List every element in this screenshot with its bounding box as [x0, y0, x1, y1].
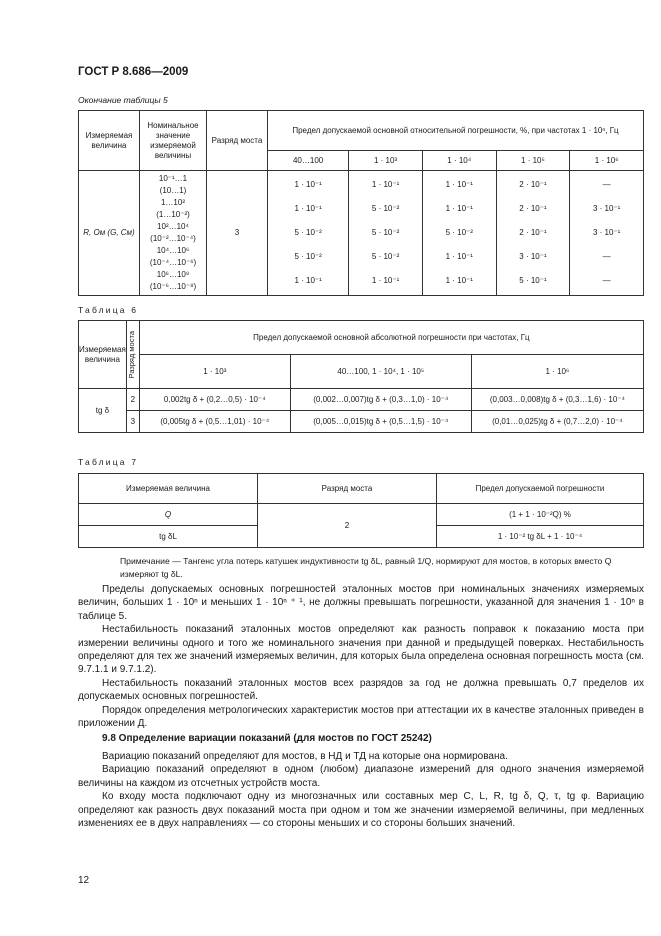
t6-cell: (0,005tg δ + (0,5…1,01) · 10⁻⁴	[139, 411, 290, 433]
value: 5 · 10⁻²	[371, 252, 400, 261]
t5-header-quantity: Измеряемая величина	[79, 111, 140, 171]
t7-error: 1 · 10⁻² tg δL + 1 · 10⁻⁴	[437, 526, 644, 548]
t6-header-error: Предел допускаемой основной абсолютной погрешности при частотах, Гц	[139, 321, 643, 355]
value: 3 · 10⁻¹	[519, 252, 547, 261]
t5-header-nominal: Номинальное значение измеряемой величины	[140, 111, 207, 171]
paragraph: Нестабильность показаний эталонных мостов всех разрядов за год не должна превышать 0,7 пределов их допускаемых основных погрешностей.	[78, 677, 644, 703]
value: 5 · 10⁻¹	[519, 276, 547, 285]
value: 1 · 10⁻¹	[445, 204, 473, 213]
t6-cell: 0,002tg δ + (0,2…0,5) · 10⁻⁴	[139, 389, 290, 411]
t7-error: (1 + 1 · 10⁻²Q) %	[437, 504, 644, 526]
t5-col-1e4	[422, 171, 496, 296]
nominal-line: (10⁻²…10⁻⁴)	[150, 234, 196, 243]
section-heading: 9.8 Определение вариации показаний (для мостов по ГОСТ 25242)	[102, 733, 432, 744]
table-7-caption: Таблица 7	[78, 457, 139, 467]
t5-header-error: Предел допускаемой основной относительной погрешности, %, при частотах 1 · 10ⁿ, Гц	[268, 111, 644, 151]
value: 2 · 10⁻¹	[519, 204, 547, 213]
t7-header-class: Разряд моста	[258, 474, 437, 504]
nominal-line: 10⁶…10⁸	[156, 270, 190, 279]
page-number: 12	[78, 875, 90, 886]
value: 1 · 10⁻¹	[445, 252, 473, 261]
nominal-line: 10⁴…10⁶	[156, 246, 190, 255]
nominal-line: (10⁻⁴…10⁻⁶)	[149, 258, 197, 267]
value: 5 · 10⁻²	[294, 252, 322, 261]
t6-freq: 1 · 10³	[139, 355, 290, 389]
t6-cell: (0,003…0,008)tg δ + (0,3…1,6) · 10⁻⁴	[471, 389, 643, 411]
nominal-line: (1…10⁻²)	[156, 210, 190, 219]
nominal-line: (10⁻⁶…10⁻⁸)	[149, 282, 197, 291]
value: 1 · 10⁻¹	[445, 180, 473, 189]
table-7	[78, 473, 644, 548]
t5-col-1e6	[570, 171, 644, 296]
t6-freq: 40…100, 1 · 10⁴, 1 · 10⁵	[290, 355, 471, 389]
nominal-line: 10²…10⁴	[157, 222, 189, 231]
t6-cell: (0,002…0,007)tg δ + (0,3…1,0) · 10⁻⁴	[290, 389, 471, 411]
t6-quantity: tg δ	[79, 389, 127, 433]
table-6	[78, 320, 644, 433]
t7-header-error: Предел допускаемой погрешности	[437, 474, 644, 504]
table-5	[78, 110, 644, 296]
t7-class: 2	[258, 504, 437, 548]
value: 2 · 10⁻¹	[519, 180, 547, 189]
paragraph: Ко входу моста подключают одну из многозначных или составных мер C, L, R, tg δ, Q, τ, tg φ. Вариацию определяют как разность двух показаний моста при одном и том же значении измеряемой величины, при медленных изменениях ее в двух направлениях — со стороны меньших и со стороны больших значений.	[78, 791, 644, 830]
t5-freq: 1 · 10⁵	[496, 151, 570, 171]
value: 5 · 10⁻²	[445, 228, 473, 237]
value: —	[602, 252, 611, 261]
value: —	[602, 276, 611, 285]
value: 3 · 10⁻¹	[592, 204, 621, 213]
paragraph: Нестабильность показаний эталонных мостов определяют как разность поправок к показанию моста при измерении величины одного и того же номинального значения при данной и предыдущей поверках. Нестабильность определяют для тех же значений измеряемых величин, для которых была определена основная погрешность моста (см. 9.7.1.1 и 9.7.1.2).	[78, 624, 644, 676]
paragraph: Порядок определения метрологических характеристик мостов при аттестации их в качестве эталонных приведен в приложении Д.	[78, 704, 644, 730]
t7-quantity: tg δL	[79, 526, 258, 548]
value: 1 · 10⁻¹	[294, 204, 322, 213]
t7-header-quantity: Измеряемая величина	[79, 474, 258, 504]
t6-class: 2	[126, 389, 139, 411]
t6-header-class	[126, 321, 139, 389]
t5-col-1e3	[349, 171, 423, 296]
t6-cell: (0,01…0,025)tg δ + (0,7…2,0) · 10⁻⁴	[471, 411, 643, 433]
t6-class: 3	[126, 411, 139, 433]
t5-freq: 1 · 10⁶	[570, 151, 644, 171]
t5-quantity: R, Ом (G, См)	[79, 171, 140, 296]
t5-col-1e5	[496, 171, 570, 296]
value: 1 · 10⁻¹	[445, 276, 473, 285]
nominal-line: 10⁻¹…1	[158, 174, 188, 183]
value: 2 · 10⁻¹	[519, 228, 547, 237]
body-text-block-1	[78, 583, 644, 730]
t7-quantity: Q	[79, 504, 258, 526]
document-header: ГОСТ Р 8.686—2009	[78, 66, 189, 78]
t6-header-class-text: Разряд моста	[126, 330, 136, 379]
value: 1 · 10⁻¹	[371, 276, 400, 285]
nominal-line: 1…10²	[160, 198, 185, 207]
value: 5 · 10⁻²	[294, 228, 322, 237]
value: 1 · 10⁻¹	[294, 276, 322, 285]
value: 1 · 10⁻¹	[371, 180, 400, 189]
t5-freq: 40…100	[268, 151, 349, 171]
t5-freq: 1 · 10⁴	[422, 151, 496, 171]
table-6-caption: Таблица 6	[78, 305, 139, 315]
value: 3 · 10⁻¹	[592, 228, 621, 237]
t5-col-40-100	[268, 171, 349, 296]
t6-cell: (0,005…0,015)tg δ + (0,5…1,5) · 10⁻⁴	[290, 411, 471, 433]
t6-freq: 1 · 10⁶	[471, 355, 643, 389]
paragraph: Пределы допускаемых основных погрешностей эталонных мостов при номинальных значениях измеряемых величин, больших 1 · 10ⁿ и меньших 1 · 10ⁿ ⁺ ¹, не должны превышать погрешности, указанной для значения 1 · 10ⁿ в таблице 5.	[78, 584, 644, 622]
paragraph: Вариацию показаний определяют для мостов, в НД и ТД на которые она нормирована.	[102, 751, 508, 762]
table-continuation-label: Окончание таблицы 5	[78, 95, 168, 105]
t5-header-class: Разряд моста	[207, 111, 268, 171]
nominal-line: (10…1)	[159, 186, 187, 195]
t5-class: 3	[207, 171, 268, 296]
table-note: Примечание — Тангенс угла потерь катушек индуктивности tg δL, равный 1/Q, нормируют для мостов, в которых вместо Q измеряют tg δL.	[120, 556, 612, 579]
value: —	[602, 180, 611, 189]
value: 5 · 10⁻²	[371, 204, 400, 213]
t5-freq: 1 · 10³	[349, 151, 423, 171]
t6-header-quantity: Измеряемая величина	[79, 321, 127, 389]
value: 5 · 10⁻²	[371, 228, 400, 237]
value: 1 · 10⁻¹	[294, 180, 322, 189]
paragraph: Вариацию показаний определяют в одном (любом) диапазоне измерений для одного значения измеряемой величины на каждом из отсчетных устройств моста.	[78, 764, 644, 789]
body-text-block-2	[78, 750, 644, 830]
t5-nominal	[140, 171, 207, 296]
